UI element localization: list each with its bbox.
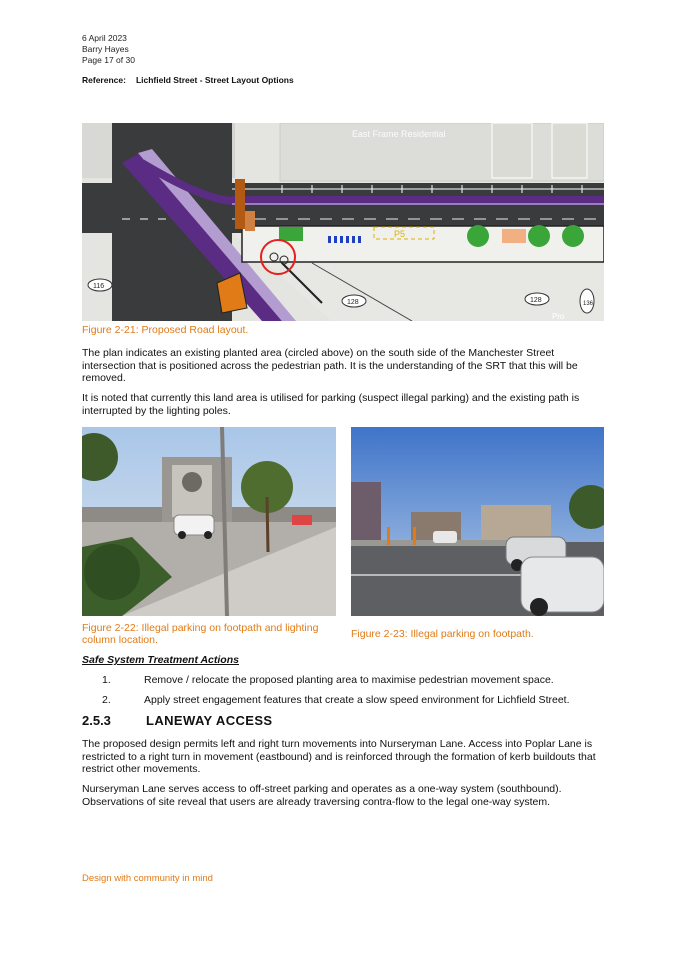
paragraph-one-way: Nurseryman Lane serves access to off-street parking and operates as a one-way system (southbound). Observations of site reveal that users are already traversing contra-flow to the legal one-way system. — [82, 783, 562, 808]
photo-footpath-parking — [82, 427, 336, 616]
road-layout-svg — [82, 123, 604, 321]
reference-label: Reference: — [82, 75, 126, 85]
header-meta — [82, 33, 135, 66]
figure-23-caption: Figure 2-23: Illegal parking on footpath. — [351, 628, 534, 640]
header-author: Barry Hayes — [82, 44, 129, 54]
map-road-136: 136 — [583, 301, 594, 307]
safe-system-heading: Safe System Treatment Actions — [82, 654, 239, 666]
map-road-128b: 128 — [530, 297, 542, 304]
map-road-116: 116 — [93, 283, 105, 290]
action-text: Remove / relocate the proposed planting area to maximise pedestrian movement space. — [144, 674, 554, 686]
section-title: LANEWAY ACCESS — [146, 713, 273, 728]
header-date: 6 April 2023 — [82, 33, 127, 43]
action-text: Apply street engagement features that create a slow speed environment for Lichfield Street. — [144, 694, 570, 706]
header-page: Page 17 of 30 — [82, 55, 135, 65]
footer-tagline: Design with community in mind — [82, 873, 213, 884]
paragraph-turn-movements: The proposed design permits left and right turn movements into Nurseryman Lane. Access into Poplar Lane is restricted to a right turn in movement (eastbound) and is reinforced through the formation of kerb buildouts that restrict other movements. — [82, 738, 596, 775]
figure-21-caption: Figure 2-21: Proposed Road layout. — [82, 324, 249, 336]
map-corner-label: Pro — [552, 312, 565, 321]
map-building-label: East Frame Residential — [352, 129, 446, 139]
photo-illegal-parking — [351, 427, 604, 616]
section-number: 2.5.3 — [82, 713, 111, 728]
header-reference — [82, 75, 294, 85]
action-number: 1. — [102, 674, 111, 686]
figure-22-caption: Figure 2-22: Illegal parking on footpath and lighting column location. — [82, 622, 319, 646]
action-number: 2. — [102, 694, 111, 706]
map-road-128a: 128 — [347, 299, 359, 306]
reference-value: Lichfield Street - Street Layout Options — [135, 75, 294, 85]
paragraph-planted-area: The plan indicates an existing planted area (circled above) on the south side of the Manchester Street intersection that is positioned across the pedestrian path. It is the understanding of the SRT that this will be removed. — [82, 347, 578, 384]
map-parking-label: P5 — [394, 229, 406, 239]
road-layout-map — [82, 123, 604, 321]
paragraph-illegal-parking: It is noted that currently this land area is utilised for parking (suspect illegal parking) and the existing path is interrupted by the lighting poles. — [82, 392, 580, 417]
